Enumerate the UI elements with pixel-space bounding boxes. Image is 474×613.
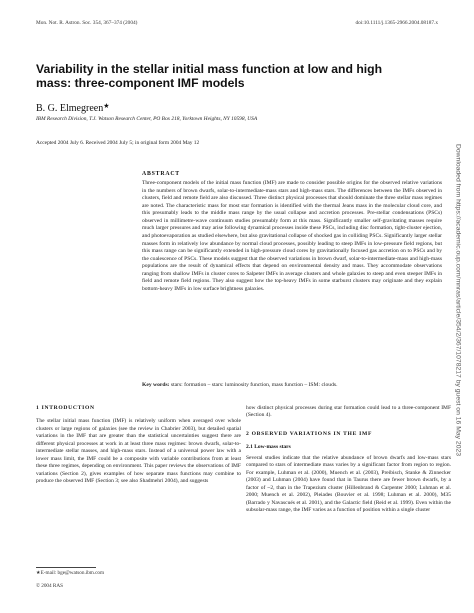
author-email-footnote: ★E-mail: bge@watson.ibm.com (36, 570, 105, 576)
abstract-heading: ABSTRACT (142, 171, 180, 177)
keywords (142, 382, 442, 388)
article-title: Variability in the stellar initial mass function at low and high mass: three-component IMF models (36, 62, 383, 91)
low-mass-stars-text: Several studies indicate that the relative abundance of brown dwarfs and low-mass stars compared to stars of intermediate mass varies by a significant factor from region to region. For example, Luhman et al. (2000), Muench et al. (2003), Preibisch, Stanke & Zinnecker (2003) and Luhman (2004) have found that in Taurus there are fewer brown dwarfs, by a factor of ~2, than in the Trapezium cluster (Hillenbrand & Carpenter 2000; Luhman et al. 2000; Muench et al. 2002), Pleiades (Bouvier et al. 1998; Luhman et al. 2000), M35 (Barrado y Navascués et al. 2001), and the Galactic field (Reid et al. 1999). Even within the subsolar-mass range, the IMF varies as a function of position within a single cluster (246, 454, 451, 513)
right-column (246, 405, 451, 514)
left-column (36, 405, 241, 486)
publication-history: Accepted 2004 July 6. Received 2004 July 5; in original form 2004 May 12 (36, 140, 200, 146)
author-affiliation: IBM Research Division, T.J. Watson Research Center, PO Box 218, Yorktown Heights, NY 10598, USA (36, 116, 258, 122)
author-name: B. G. Elmegreen (36, 103, 104, 114)
abstract-section (142, 171, 442, 293)
subsection-heading-low-mass-stars: 2.1 Low-mass stars (246, 444, 291, 451)
section-heading-introduction: 1 INTRODUCTION (36, 405, 95, 411)
journal-citation: Mon. Not. R. Astron. Soc. 354, 367–374 (2004) (36, 20, 138, 26)
section-heading-observed-variations: 2 OBSERVED VARIATIONS IN THE IMF (246, 430, 373, 437)
footnote-rule (36, 567, 96, 568)
doi-link[interactable]: doi:10.1111/j.1365-2966.2004.08187.x (355, 20, 438, 26)
abstract-text: Three-component models of the initial mass function (IMF) are made to consider possible origins for the observed relative variations in the numbers of brown dwarfs, solar-to-intermediate-mass stars and high-mass stars. The differences between the IMFs observed in clusters, field and remote field are also discussed. Three distinct physical processes that should dominate the three stellar mass regimes are noted. The characteristic mass for most star formation is identified with the thermal Jeans mass in the molecular cloud core, and this presumably leads to the middle mass range by the usual collapse and accretion processes. Pre-stellar condensations (PSCs) observed in millimetre-wave continuum studies presumably form at this mass. Significantly smaller self-gravitating masses require much larger pressures and may arise following dynamical processes inside these PSCs, including disc formation, tight-cluster ejection, and photoevaporation as studied elsewhere, but also gravitational collapse of shocked gas in colliding PSCs. Significantly larger stellar masses form in relatively low abundance by normal cloud processes, possibly leading to steep IMFs in low-pressure field regions, but this mass range can be significantly extended in high-pressure cloud cores by gravitationally focused gas accretion on to PSCs and by the coalescence of PSCs. These models suggest that the observed variations in brown dwarf, solar-to-intermediate-mass and high-mass populations are the result of dynamical effects that depend on environmental density and mass. They accommodate observations ranging from shallow IMFs in cluster cores to Salpeter IMFs in average clusters and whole galaxies to steep and even steeper IMFs in field and remote field regions. They also suggest how the top-heavy IMFs in some starburst clusters may originate and they explain bottom-heavy IMFs in low surface brightness galaxies. (142, 180, 442, 292)
keywords-label: Key words: (142, 382, 170, 388)
introduction-text: The stellar initial mass function (IMF) is relatively uniform when averaged over whole clusters or large regions of galaxies (see the review in Chabrier 2003), but detailed spatial variations in the IMF that are greater than the statistical uncertainties suggest there are different physical processes at work in at least three mass regimes: brown dwarfs, solar-to-intermediate stellar masses, and high-mass stars. Instead of a universal power law with a lower mass limit, the IMF could be a composite with variable contributions from at least these three regimes, depending on environment. This paper reviews the observations of IMF variations (Section 2), gives examples of how separate mass functions may combine to produce the observed IMF (Section 3; see also Shadmehri 2004), and suggests (36, 418, 241, 485)
author-footnote-mark: ★ (103, 102, 110, 110)
running-header (36, 20, 438, 30)
introduction-continuation: how distinct physical processes during star formation could lead to a three-component IMF (Section 4). (246, 405, 451, 419)
author-line (36, 103, 109, 114)
copyright-notice: © 2004 RAS (36, 583, 64, 589)
keywords-text: stars: formation – stars: luminosity function, mass function – ISM: clouds. (170, 382, 338, 388)
download-watermark-text: Downloaded from https://academic.oup.com/mnras/article/354/2/367/1078217 by guest on 16 May 2023 (454, 143, 462, 457)
